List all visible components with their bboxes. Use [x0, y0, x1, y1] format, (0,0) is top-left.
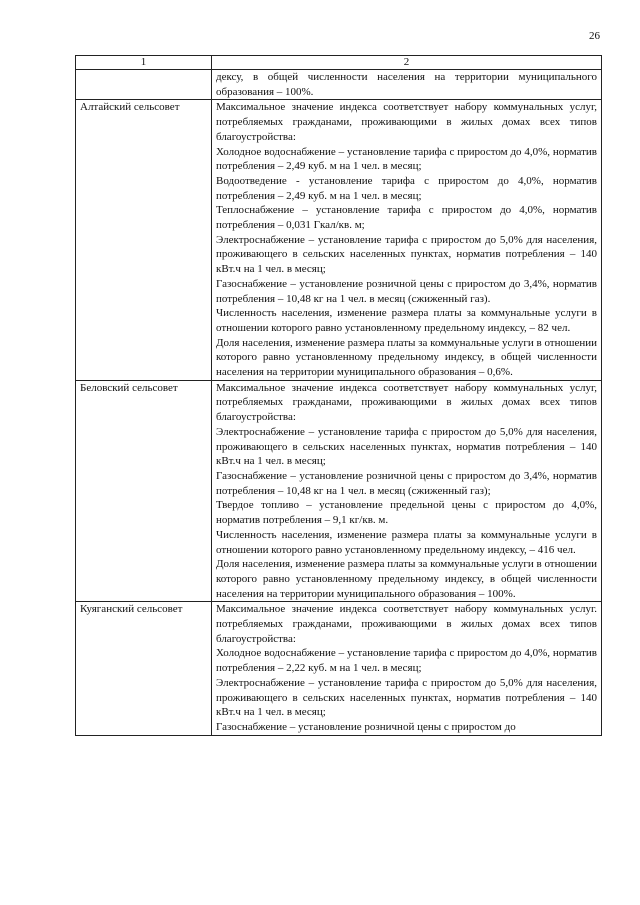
description-paragraph: Холодное водоснабжение – установление тарифа с приростом до 4,0%, норматив потребления – 2,22 куб. м на 1 чел. в месяц;	[216, 647, 597, 675]
description-paragraph: Газоснабжение – установление розничной цены с приростом до 3,4%, норматив потребления – 10,48 кг на 1 чел. в месяц (сжиженный газ);	[216, 469, 597, 497]
table-row	[76, 70, 602, 100]
description-paragraph: Теплоснабжение – установление тарифа с приростом до 4,0%, норматив потребления – 0,031 Гкал/кв. м;	[216, 204, 597, 232]
description-paragraph: Максимальное значение индекса соответствует набору коммунальных услуг, потребляемых гражданами, проживающими в жилых домах всех типов благоустройства:	[216, 381, 597, 424]
description-cell	[212, 602, 602, 735]
description-paragraph: Доля населения, изменение размера платы за коммунальные услуги в отношении которого равно установленному предельному индексу, в общей численности населения на территории муниципального образования – 0,6%.	[216, 336, 597, 379]
description-paragraph: Электроснабжение – установление тарифа с приростом до 5,0% для населения, проживающего в сельских населенных пунктах, норматив потребления – 140 кВт.ч на 1 чел. в месяц;	[216, 233, 597, 276]
index-table	[75, 55, 602, 736]
column-header-2: 2	[212, 56, 602, 70]
description-paragraph: Твердое топливо – установление предельной цены с приростом до 4,0%, норматив потребления – 9,1 кг/кв. м.	[216, 499, 597, 527]
description-paragraph: Максимальное значение индекса соответствует набору коммунальных услуг. потребляемых гражданами, проживающими в жилых домах всех типов благоустройства:	[216, 603, 597, 645]
description-paragraph: Численность населения, изменение размера платы за коммунальные услуги в отношении которого равно установленному предельному индексу, – 416 чел.	[216, 528, 597, 556]
table-row	[76, 380, 602, 602]
table-row	[76, 602, 602, 735]
page-number: 26	[589, 30, 600, 42]
description-paragraph: Электроснабжение – установление тарифа с приростом до 5,0% для населения, проживающего в сельских населенных пунктах, норматив потребления – 140 кВт.ч на 1 чел. в месяц;	[216, 676, 597, 719]
description-paragraph: Водоотведение - установление тарифа с приростом до 4,0%, норматив потребления – 2,49 куб. м на 1 чел. в месяц;	[216, 174, 597, 202]
column-header-1: 1	[76, 56, 212, 70]
description-paragraph: Численность населения, изменение размера платы за коммунальные услуги в отношении которого равно установленному предельному индексу, – 82 чел.	[216, 307, 597, 334]
description-paragraph: Доля населения, изменение размера платы за коммунальные услуги в отношении которого равно установленному предельному индексу, в общей численности населения на территории муниципального образования – 100%.	[216, 558, 597, 600]
description-cell	[212, 70, 602, 100]
description-paragraph: Газоснабжение – установление розничной цены с приростом до 3,4%, норматив потребления – 10,48 кг на 1 чел. в месяц (сжиженный газ).	[216, 277, 597, 305]
municipality-name-cell: Беловский сельсовет	[76, 380, 212, 602]
description-cell	[212, 100, 602, 380]
description-cell	[212, 380, 602, 602]
description-paragraph: Электроснабжение – установление тарифа с приростом до 5,0% для населения, проживающего в сельских населенных пунктах, норматив потребления – 140 кВт.ч на 1 чел. в месяц;	[216, 425, 597, 468]
description-paragraph: дексу, в общей численности населения на территории муниципального образования – 100%.	[216, 71, 597, 98]
table-header-row	[76, 56, 602, 70]
description-paragraph: Газоснабжение – установление розничной цены с приростом до	[216, 720, 516, 733]
description-paragraph: Максимальное значение индекса соответствует набору коммунальных услуг, потребляемых гражданами, проживающими в жилых домах всех типов благоустройства:	[216, 101, 597, 143]
table-row	[76, 100, 602, 380]
municipality-name-cell: Куяганский сельсовет	[76, 602, 212, 735]
municipality-name-cell	[76, 70, 212, 100]
description-paragraph: Холодное водоснабжение – установление тарифа с приростом до 4,0%, норматив потребления – 2,49 куб. м на 1 чел. в месяц;	[216, 145, 597, 173]
municipality-name-cell: Алтайский сельсовет	[76, 100, 212, 380]
